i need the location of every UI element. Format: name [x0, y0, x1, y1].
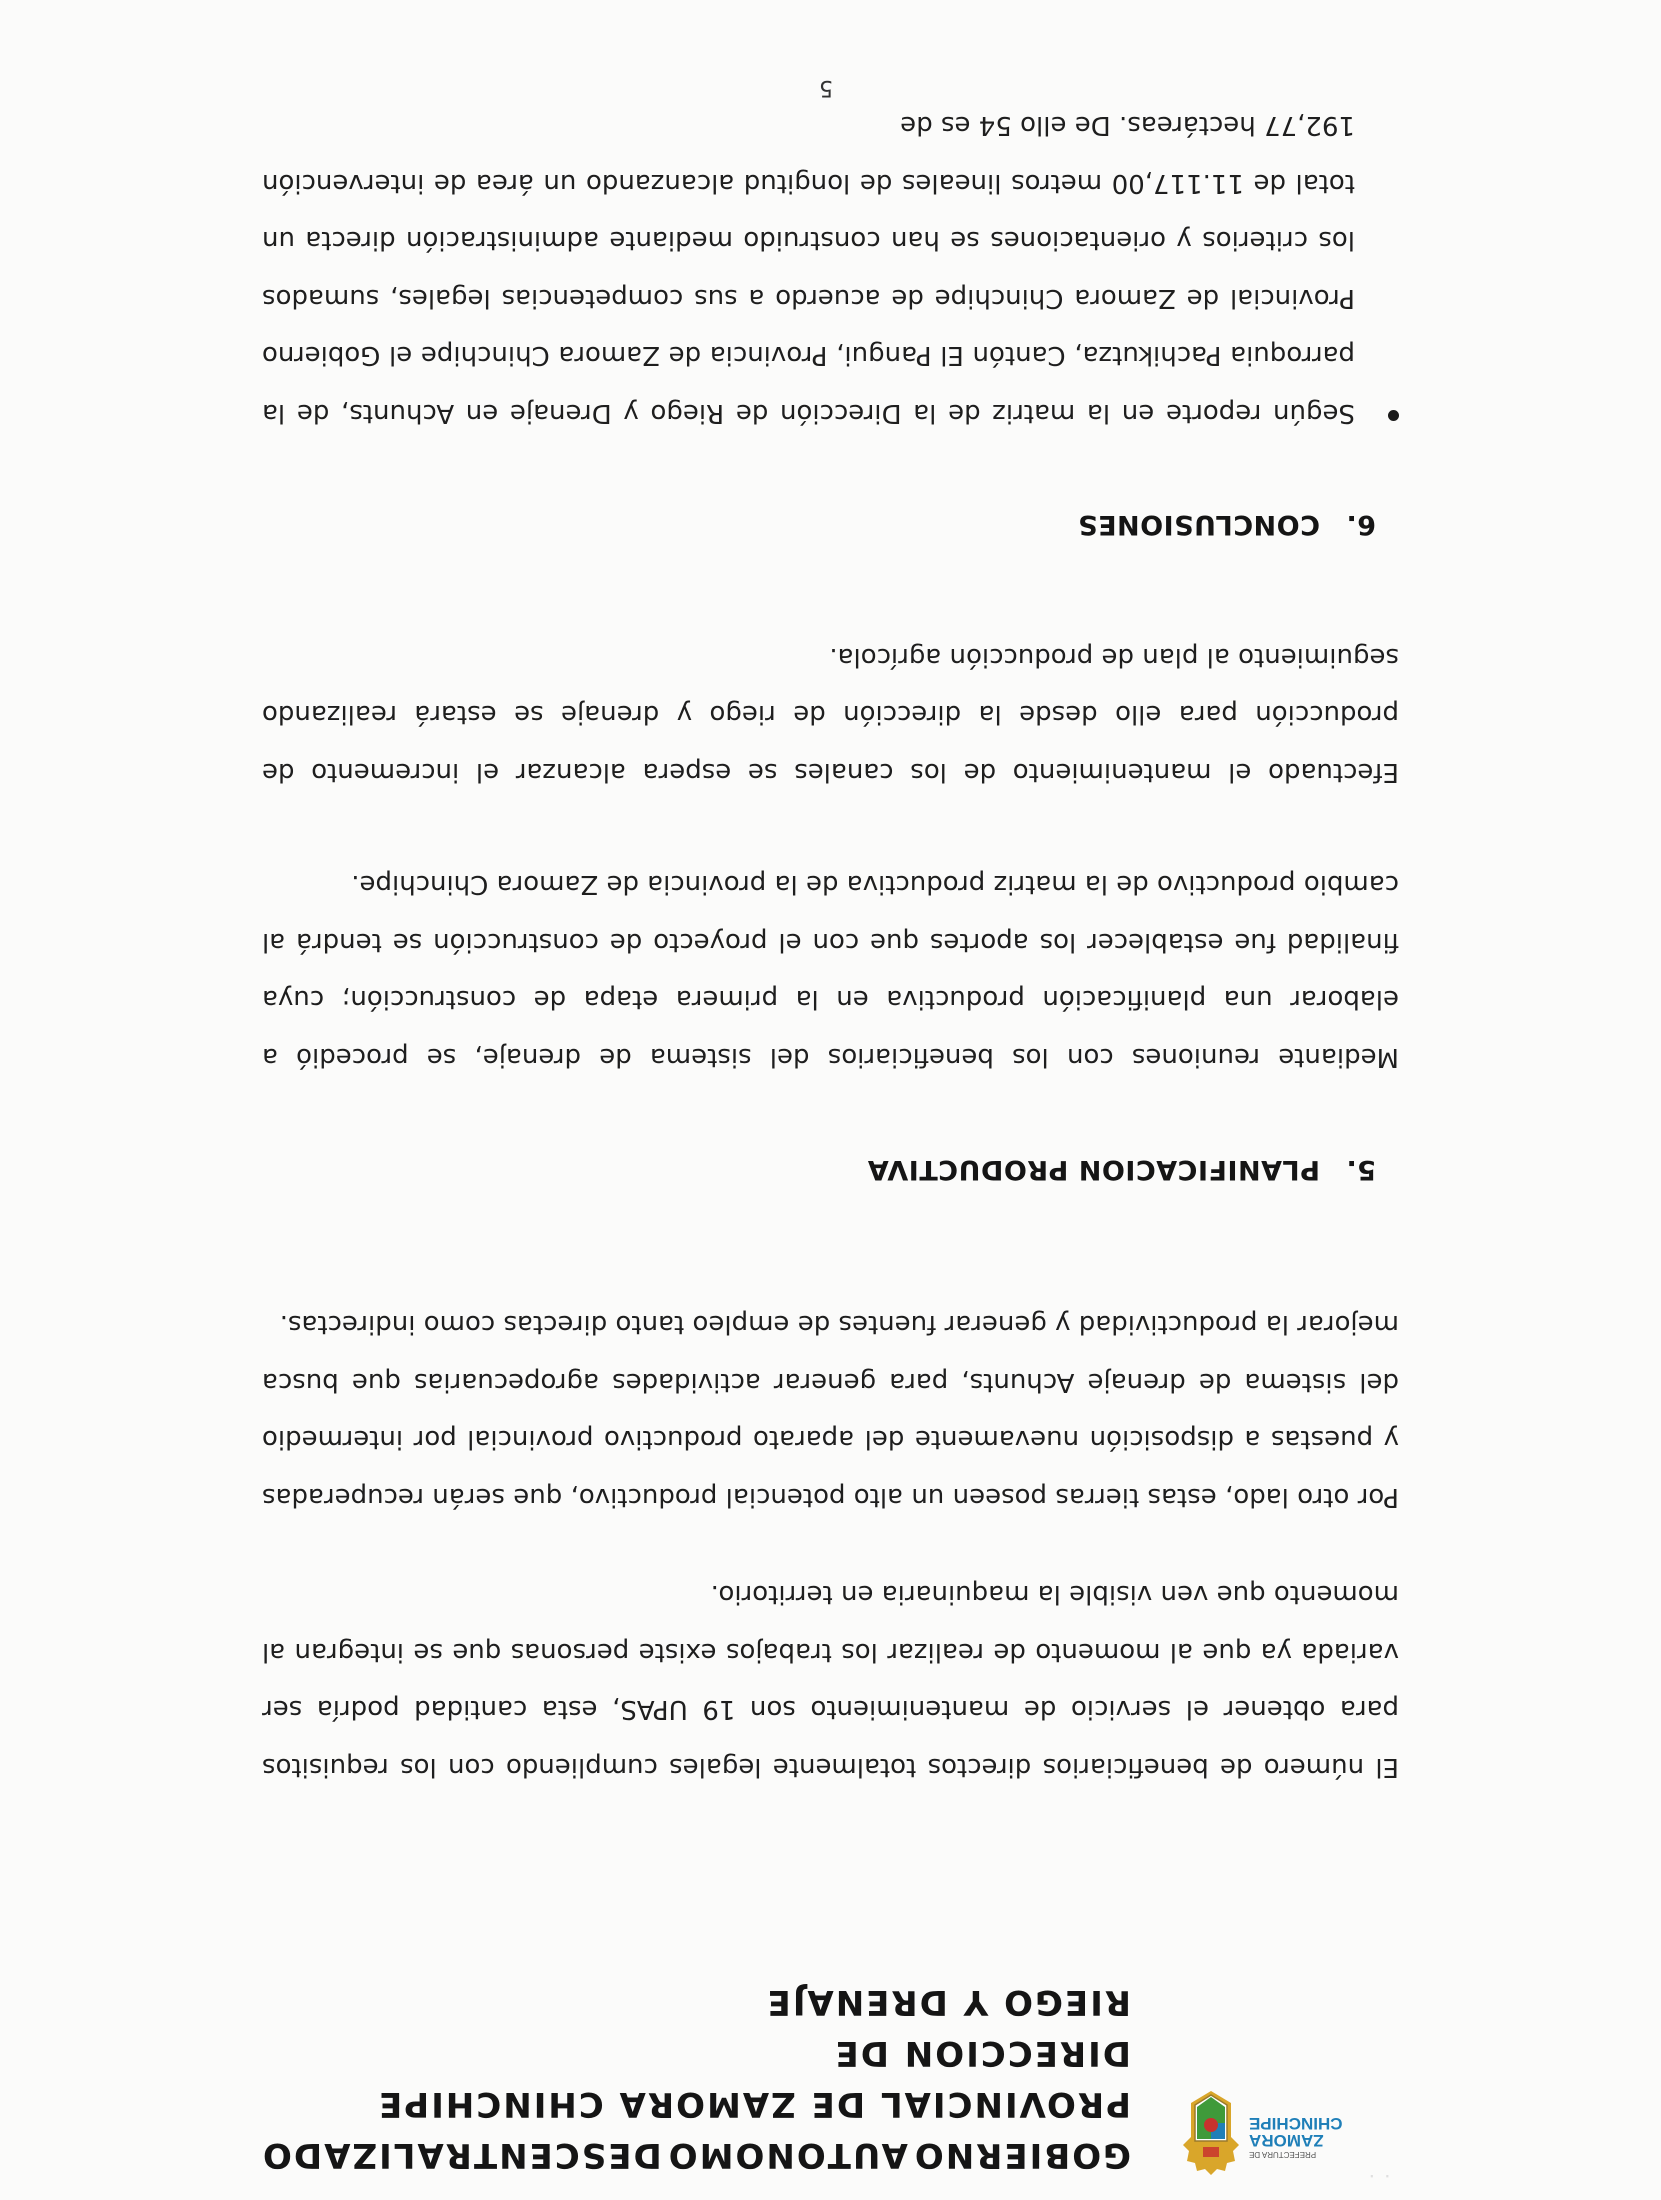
- document-header: [0, 1982, 1661, 2200]
- conclusion-item: Según reporte en la matriz de la Dirección de Riego y Drenaje en Achunts, de la parroquia Pachikutza, Cantón El Pangui, Provincia de Zamora Chinchipe el Gobierno Provincial de Zamora Chinchipe de acuerdo a sus competencias legales, sumados los criterios y orientaciones se han construido mediante administración directa un total de 11.117,00 metros lineales de longitud alcanzando un área de intervención 192,77 hectáreas. De ello 54 es de: [262, 110, 1355, 428]
- title-line-2: PROVINCIAL DE ZAMORA CHINCHIPE DIRECCION DE: [377, 2033, 1131, 2124]
- section-6-heading: [1078, 509, 1376, 540]
- paragraph-land-potential: Por otro lado, estas tierras poseen un alto potencial productivo, que serán recuperadas y puestas a disposición nuevamente del aparato productivo provincial por intermedio del sistema de drenaje Achunts, para generar actividades agropecuarias que busca mejorar la productividad y generar fuentes de empleo tanto directas como indirectas.: [262, 1309, 1399, 1512]
- section-5-number: 5.: [1345, 1154, 1376, 1185]
- logo-prefix: PREFECTURA DE: [1249, 2150, 1317, 2159]
- section-5-title: PLANIFICACION PRODUCTIVA: [867, 1154, 1320, 1185]
- logo-wordmark: [1249, 2115, 1399, 2159]
- section-5-heading: [867, 1154, 1376, 1185]
- page-number: 5: [819, 75, 833, 100]
- coat-of-arms-icon: [1181, 2089, 1241, 2177]
- bullet-icon: [1388, 410, 1399, 421]
- title-word-1: GOBIERNO: [912, 2135, 1131, 2175]
- logo-name-line1: ZAMORA: [1249, 2131, 1324, 2150]
- logo-name-line2: CHINCHIPE: [1249, 2114, 1343, 2133]
- bleed-through-text: · ·: [1367, 2165, 1391, 2190]
- title-word-2: AUTONOMO: [666, 2135, 908, 2175]
- title-word-3: DESCENTRALIZADO: [261, 2135, 662, 2175]
- section-6-title: CONCLUSIONES: [1077, 509, 1320, 540]
- paragraph-productive-planning: Mediante reuniones con los beneficiarios del sistema de drenaje, se procedió a elaborar una planificación productiva en la primera etapa de construcción; cuya finalidad fue establecer los aportes que con el proyecto de construcción se tendrá al cambio productivo de la matriz productiva de la provincia de Zamora Chinchipe.: [262, 869, 1399, 1072]
- institution-title: [261, 1976, 1131, 2180]
- title-line-1: [261, 2129, 1131, 2180]
- title-line-3: RIEGO Y DRENAJE: [765, 1982, 1131, 2022]
- section-6-number: 6.: [1345, 509, 1376, 540]
- paragraph-maintenance: Efectuado el mantenimiento de los canales se espera alcanzar el incremento de producción para ello desde la dirección de riego y drenaje se estará realizando seguimiento al plan de producción agrícola.: [262, 642, 1399, 787]
- prefecture-logo: [1179, 2087, 1399, 2177]
- paragraph-beneficiaries: El número de beneficiarios directos totalmente legales cumpliendo con los requisitos para obtener el servicio de mantenimiento son 19 UPAS, esta cantidad podría ser variada ya que al momento de realizar los trabajos existe personas que se integran al momento que ven visible la maquinaria en territorio.: [262, 1579, 1399, 1782]
